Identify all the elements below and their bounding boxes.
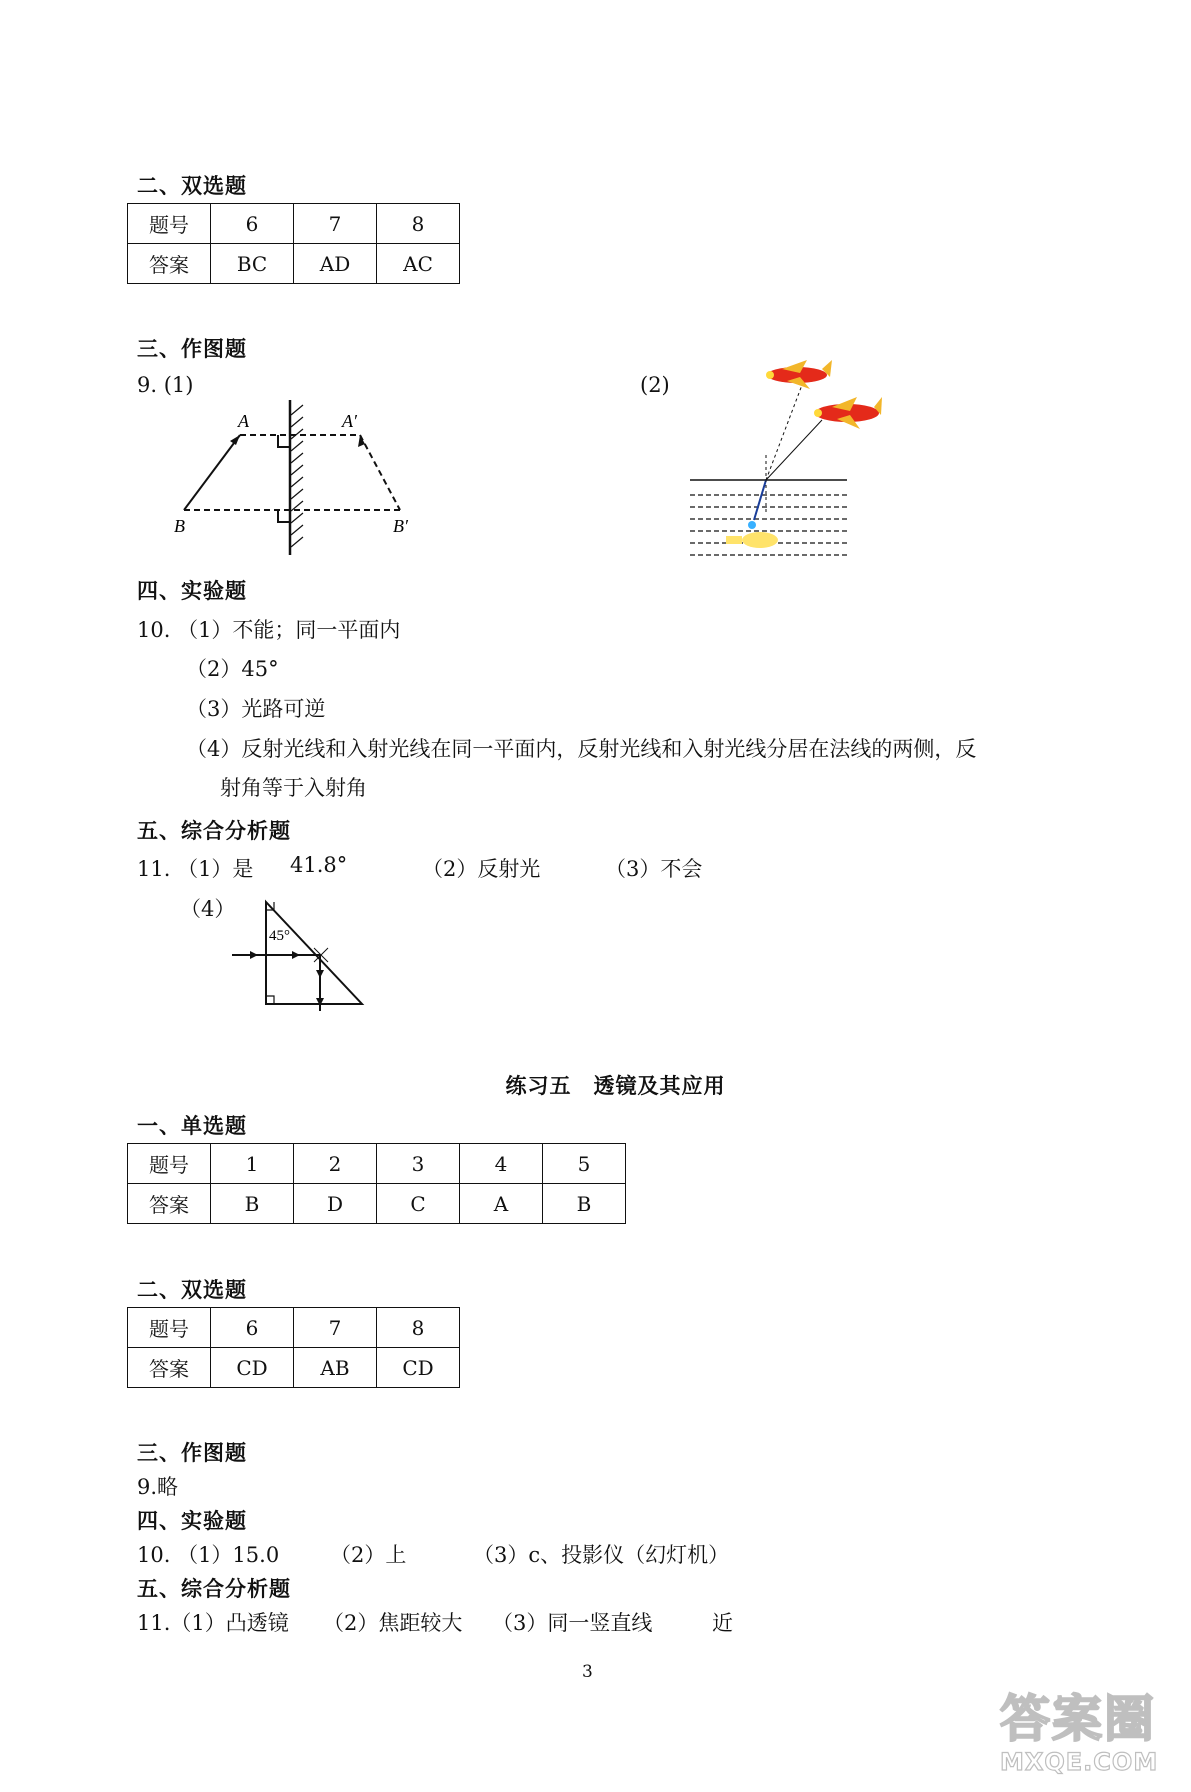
section-title-experiment-b: 四、实验题	[137, 1509, 247, 1533]
mirror-reflection-diagram	[160, 395, 430, 565]
airplane-refraction-diagram	[682, 355, 882, 570]
table-cell: 3	[377, 1144, 460, 1184]
q10-line1: 10. （1）不能；同一平面内	[137, 618, 401, 642]
table-cell: AC	[377, 244, 460, 284]
watermark-cn: 答案圈	[1000, 1690, 1156, 1748]
airplane-image-1	[766, 360, 832, 389]
label-b: B	[174, 516, 185, 536]
table-cell: 5	[543, 1144, 626, 1184]
answer-table-single-choice	[127, 1143, 626, 1224]
table-cell: 题号	[128, 204, 211, 244]
table-cell: 题号	[128, 1144, 211, 1184]
table-row	[128, 1348, 460, 1388]
q9-part2-label: (2)	[640, 373, 670, 397]
q11-b-part1: 11.（1）凸透镜	[137, 1611, 289, 1635]
table-cell: AB	[294, 1348, 377, 1388]
q10-line3: （3）光路可逆	[186, 697, 326, 721]
table-cell: 答案	[128, 244, 211, 284]
answer-table-double-choice-a	[127, 203, 460, 284]
table-cell: 6	[211, 1308, 294, 1348]
table-cell: B	[543, 1184, 626, 1224]
section-title-analysis: 五、综合分析题	[137, 819, 291, 843]
table-cell: CD	[211, 1348, 294, 1388]
table-cell: 4	[460, 1144, 543, 1184]
table-cell: B	[211, 1184, 294, 1224]
table-row	[128, 1144, 626, 1184]
label-a: A	[238, 411, 249, 431]
prism-diagram	[228, 898, 368, 1013]
q9-b: 9.略	[137, 1475, 179, 1499]
q11-part2: （2）反射光	[422, 857, 541, 881]
section-title-single-choice: 一、单选题	[137, 1114, 247, 1138]
table-cell: 6	[211, 204, 294, 244]
watermark-logo	[1000, 1690, 1185, 1786]
table-cell: CD	[377, 1348, 460, 1388]
airplane-image-2	[814, 397, 882, 429]
q10-line2: （2）45°	[186, 657, 279, 681]
q10-b-part1: 10. （1）15.0	[137, 1543, 280, 1567]
table-cell: 题号	[128, 1308, 211, 1348]
q11-part3: （3）不会	[605, 857, 703, 881]
label-b-prime: B′	[393, 516, 408, 536]
table-cell: 7	[294, 1308, 377, 1348]
table-row	[128, 204, 460, 244]
q9-label: 9. (1)	[137, 373, 194, 397]
page-number: 3	[582, 1662, 593, 1682]
prism-angle-label: 45°	[269, 928, 290, 944]
q11-angle: 41.8°	[290, 853, 348, 877]
table-cell: A	[460, 1184, 543, 1224]
q11-part1: 11. （1）是	[137, 857, 254, 881]
watermark-url: MXQE.COM	[1000, 1748, 1159, 1776]
table-cell: 1	[211, 1144, 294, 1184]
q10-line5: 射角等于入射角	[220, 776, 367, 800]
section-title-analysis-b: 五、综合分析题	[137, 1577, 291, 1601]
q11-b-part3: （3）同一竖直线	[492, 1611, 653, 1635]
table-cell: 8	[377, 1308, 460, 1348]
table-cell: BC	[211, 244, 294, 284]
q10-b-part2: （2）上	[330, 1543, 407, 1567]
q11-b-part4: 近	[712, 1611, 733, 1635]
q10-line4: （4）反射光线和入射光线在同一平面内，反射光线和入射光线分居在法线的两侧，反	[186, 737, 977, 761]
section-title-double-choice-b: 二、双选题	[137, 1278, 247, 1302]
label-a-prime: A′	[342, 411, 357, 431]
table-cell: AD	[294, 244, 377, 284]
table-cell: 答案	[128, 1348, 211, 1388]
section-title-drawing-b: 三、作图题	[137, 1441, 247, 1465]
q11-b-part2: （2）焦距较大	[323, 1611, 463, 1635]
table-cell: 8	[377, 204, 460, 244]
section-title-drawing: 三、作图题	[137, 337, 247, 361]
section-title-experiment: 四、实验题	[137, 579, 247, 603]
table-row	[128, 1308, 460, 1348]
table-row	[128, 244, 460, 284]
table-cell: 7	[294, 204, 377, 244]
table-row	[128, 1184, 626, 1224]
section-title-double-choice: 二、双选题	[137, 174, 247, 198]
q11-part4: （4）	[180, 897, 236, 921]
answer-table-double-choice-b	[127, 1307, 460, 1388]
exercise-title: 练习五 透镜及其应用	[505, 1074, 726, 1098]
q10-b-part3: （3）c、投影仪（幻灯机）	[473, 1543, 730, 1567]
table-cell: 2	[294, 1144, 377, 1184]
table-cell: D	[294, 1184, 377, 1224]
table-cell: C	[377, 1184, 460, 1224]
table-cell: 答案	[128, 1184, 211, 1224]
